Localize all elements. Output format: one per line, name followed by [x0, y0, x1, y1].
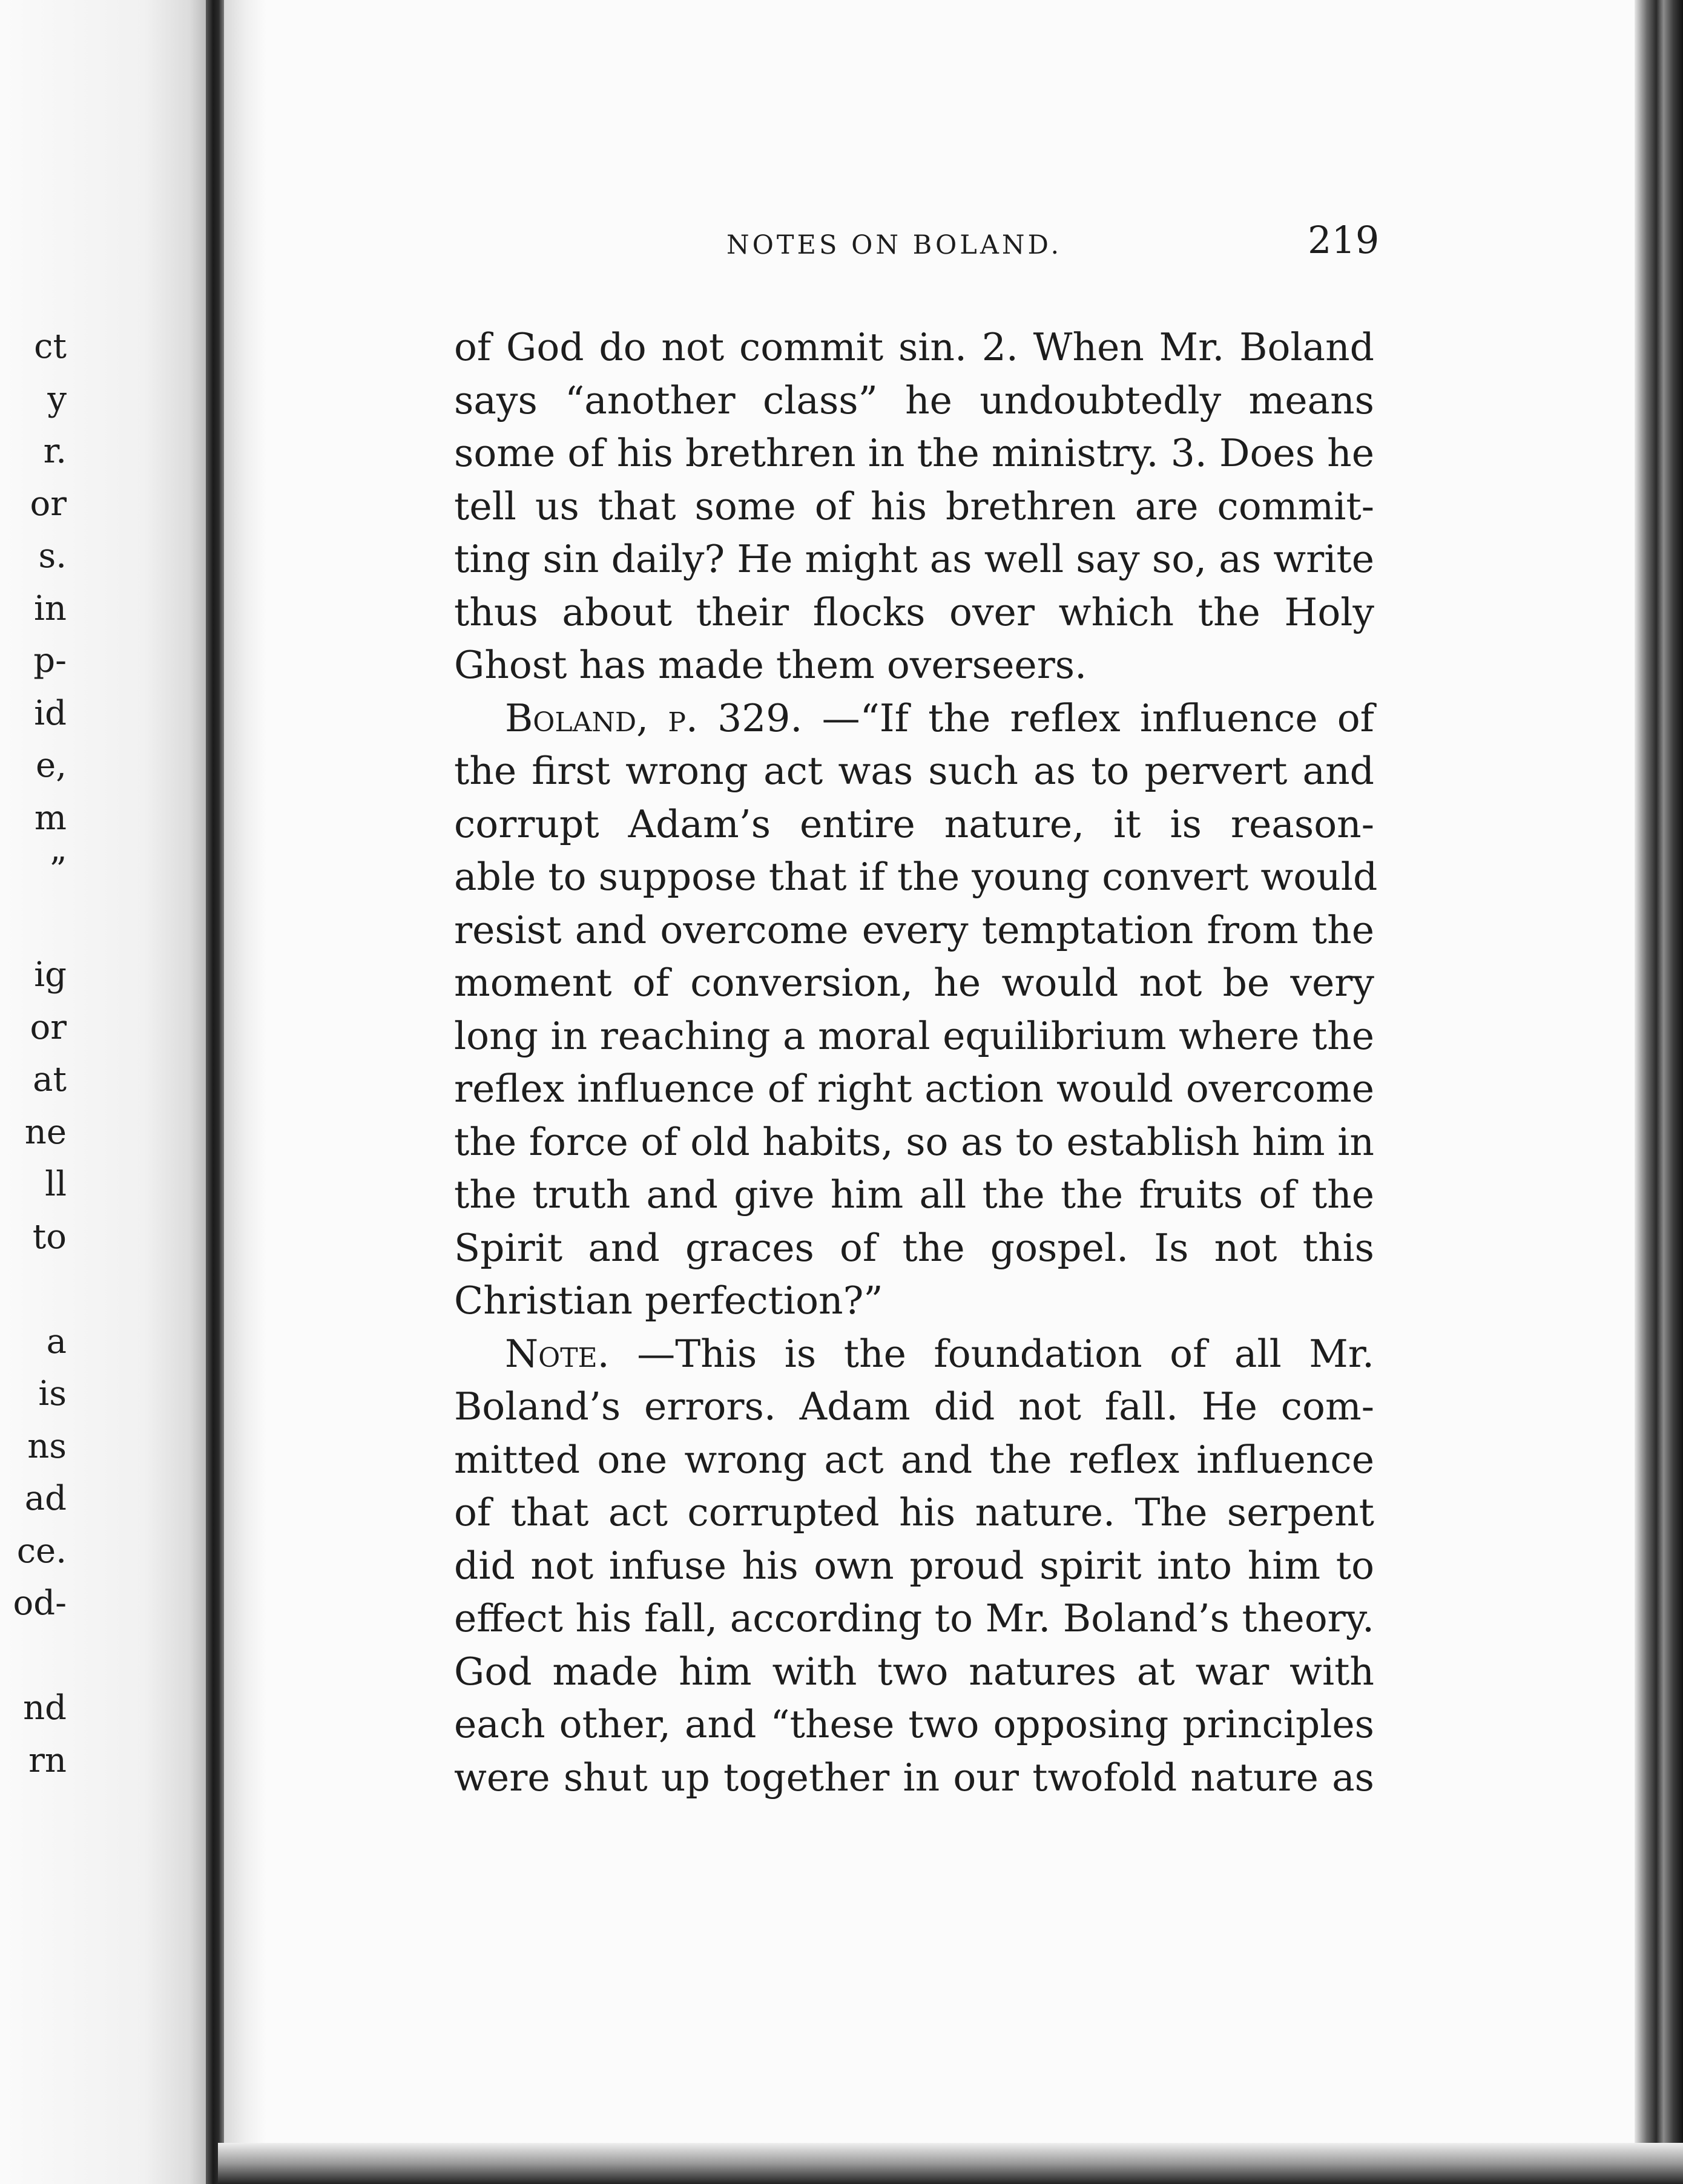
left-page-fragment: r.: [43, 432, 67, 471]
left-page-fragment: e,: [36, 746, 67, 785]
text-line: [454, 692, 1374, 745]
text-line: thus about their flocks over which the Holy: [454, 590, 1374, 634]
text-line: resist and overcome every temptation from the: [454, 907, 1374, 952]
text-line: the first wrong act was such as to pervert and: [454, 749, 1374, 793]
left-page-fragment: s.: [38, 536, 67, 576]
left-page-fragment: in: [34, 588, 67, 628]
text-line: corrupt Adam’s entire nature, it is reason-: [454, 801, 1374, 846]
body-text: [454, 321, 1378, 1804]
left-page-fragment: a: [46, 1321, 67, 1361]
text-line: mitted one wrong act and the reflex influence: [454, 1437, 1374, 1482]
note-text: —This is the foundation of all Mr.: [637, 1331, 1374, 1376]
paragraph-1: [454, 321, 1374, 692]
citation-text: —“If the reflex influence of: [822, 696, 1375, 740]
left-page-fragment: is: [38, 1374, 67, 1413]
text-line: reflex influence of right action would overcome: [454, 1067, 1374, 1111]
text-line: did not infuse his own proud spirit into him to: [454, 1543, 1374, 1588]
left-page-fragment: ll: [45, 1165, 67, 1204]
left-page-fragment: ad: [24, 1479, 67, 1518]
left-page-fragment: to: [32, 1217, 67, 1257]
text-line: Ghost has made them overseers.: [454, 643, 1087, 687]
gutter-shadow: [224, 0, 266, 2184]
paragraph-3: [454, 1327, 1374, 1804]
text-line: able to suppose that if the young convert would: [454, 855, 1378, 899]
left-page-fragment: y: [47, 379, 67, 419]
left-page-fragment: ig: [34, 955, 67, 995]
text-line: were shut up together in our twofold nature as: [454, 1755, 1374, 1800]
text-line: each other, and “these two opposing principles: [454, 1702, 1374, 1746]
page-number: 219: [1308, 218, 1380, 262]
text-line: long in reaching a moral equilibrium where the: [454, 1013, 1374, 1058]
text-line: Christian perfection?”: [454, 1278, 883, 1323]
left-page-fragment: od-: [13, 1584, 67, 1623]
left-page-fragment: rn: [28, 1740, 67, 1780]
page-edge-bottom: [218, 2143, 1683, 2184]
text-line: says “another class” he undoubtedly means: [454, 378, 1374, 423]
left-page-fragment: m: [34, 798, 67, 838]
left-page-fragment: ”: [49, 850, 67, 890]
left-page-fragment: p-: [33, 641, 67, 680]
text-line: of God do not commit sin. 2. When Mr. Boland: [454, 325, 1374, 369]
left-page-fragment: ct: [34, 327, 67, 366]
text-line: of that act corrupted his nature. The serpent: [454, 1490, 1374, 1534]
note-label: Note.: [505, 1331, 610, 1376]
text-line: tell us that some of his brethren are commit-: [454, 484, 1374, 528]
left-page-fragment: ns: [27, 1426, 67, 1466]
text-line: the force of old habits, so as to establish him in: [454, 1119, 1374, 1164]
text-line: ting sin daily? He might as well say so, as write: [454, 537, 1374, 581]
text-line: [454, 1327, 1374, 1381]
paragraph-2: [454, 692, 1378, 1327]
text-line: moment of conversion, he would not be very: [454, 961, 1374, 1005]
left-page-fragment: ne: [24, 1112, 67, 1152]
running-head: NOTES ON BOLAND.: [726, 230, 1062, 260]
left-page-fragment: or: [30, 484, 67, 524]
text-line: some of his brethren in the ministry. 3. Does he: [454, 431, 1374, 475]
text-line: God made him with two natures at war with: [454, 1649, 1374, 1694]
left-page-fragment: at: [33, 1060, 67, 1099]
left-page-fragment: nd: [23, 1688, 67, 1728]
left-page-fragment: ce.: [16, 1531, 67, 1571]
text-line: Boland’s errors. Adam did not fall. He com-: [454, 1384, 1374, 1429]
page-edge-right: [1635, 0, 1683, 2184]
text-line: the truth and give him all the the fruits of the: [454, 1173, 1374, 1217]
left-page-fragment: or: [30, 1007, 67, 1047]
text-line: effect his fall, according to Mr. Boland’s theory.: [454, 1596, 1374, 1640]
text-line: Spirit and graces of the gospel. Is not this: [454, 1225, 1374, 1270]
left-page-fragment: id: [34, 693, 67, 733]
citation-label: Boland, p. 329.: [505, 696, 803, 740]
book-gutter: [206, 0, 224, 2184]
